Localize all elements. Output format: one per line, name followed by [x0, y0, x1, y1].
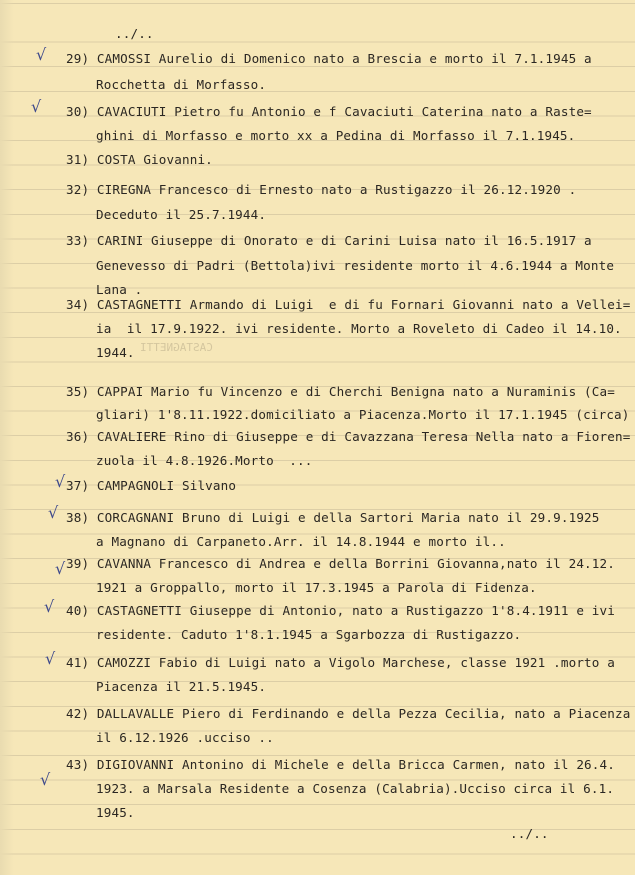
entry-line-first: 38) CORCAGNANI Bruno di Luigi e della Sartori Maria nato il 29.9.1925 — [66, 510, 600, 525]
entry-line-continuation: ia il 17.9.1922. ivi residente. Morto a Roveleto di Cadeo il 14.10. — [96, 321, 622, 336]
entry-line-continuation: Piacenza il 21.5.1945. — [96, 679, 267, 694]
continuation-mark-bottom: ../.. — [510, 826, 549, 841]
checkmark-icon: √ — [55, 559, 66, 578]
entry-line-continuation: gliari) 1'8.11.1922.domiciliato a Piacenza.Morto il 17.1.1945 (circa) — [96, 407, 630, 422]
entry-line-continuation: 1921 a Groppallo, morto il 17.3.1945 a Parola di Fidenza. — [96, 580, 537, 595]
checkmark-icon: √ — [55, 472, 66, 491]
entry-line-continuation: Rocchetta di Morfasso. — [96, 77, 267, 92]
checkmark-icon: √ — [31, 97, 42, 116]
checkmark-icon: √ — [48, 503, 59, 522]
entry-line-first: 35) CAPPAI Mario fu Vincenzo e di Cherchi Benigna nato a Nuraminis (Ca= — [66, 384, 615, 399]
entry-line-continuation: ghini di Morfasso e morto xx a Pedina di Morfasso il 7.1.1945. — [96, 128, 576, 143]
entry-line-continuation: 1944. — [96, 345, 135, 360]
entry-line-continuation: il 6.12.1926 .ucciso .. — [96, 730, 274, 745]
bleed-through-text: CASTAGNETTI — [140, 341, 213, 354]
entry-line-continuation: zuola il 4.8.1926.Morto ... — [96, 453, 313, 468]
entry-line-first: 43) DIGIOVANNI Antonino di Michele e della Bricca Carmen, nato il 26.4. — [66, 757, 615, 772]
entry-line-first: 29) CAMOSSI Aurelio di Domenico nato a Brescia e morto il 7.1.1945 a — [66, 51, 592, 66]
entry-line-first: 39) CAVANNA Francesco di Andrea e della Borrini Giovanna,nato il 24.12. — [66, 556, 615, 571]
checkmark-icon: √ — [45, 649, 56, 668]
entry-line-continuation: Genevesso di Padri (Bettola)ivi residente morto il 4.6.1944 a Monte — [96, 258, 615, 273]
entry-line-continuation: Lana . — [96, 282, 143, 297]
entry-line-first: 41) CAMOZZI Fabio di Luigi nato a Vigolo Marchese, classe 1921 .morto a — [66, 655, 615, 670]
entry-line-first: 40) CASTAGNETTI Giuseppe di Antonio, nato a Rustigazzo 1'8.4.1911 e ivi — [66, 603, 615, 618]
entry-line-continuation: Deceduto il 25.7.1944. — [96, 207, 267, 222]
entry-line-first: 33) CARINI Giuseppe di Onorato e di Carini Luisa nato il 16.5.1917 a — [66, 233, 592, 248]
entry-line-first: 42) DALLAVALLE Piero di Ferdinando e della Pezza Cecilia, nato a Piacenza — [66, 706, 631, 721]
checkmark-icon: √ — [44, 597, 55, 616]
entry-line-first: 36) CAVALIERE Rino di Giuseppe e di Cavazzana Teresa Nella nato a Fioren= — [66, 429, 631, 444]
entry-line-first: 31) COSTA Giovanni. — [66, 152, 213, 167]
entry-line-continuation: 1923. a Marsala Residente a Cosenza (Calabria).Ucciso circa il 6.1. — [96, 781, 615, 796]
entry-line-continuation: residente. Caduto 1'8.1.1945 a Sgarbozza di Rustigazzo. — [96, 627, 522, 642]
checkmark-icon: √ — [36, 45, 47, 64]
page-edge-shadow — [0, 0, 14, 875]
entry-line-first: 30) CAVACIUTI Pietro fu Antonio e f Cavaciuti Caterina nato a Raste= — [66, 104, 592, 119]
entry-line-continuation: a Magnano di Carpaneto.Arr. il 14.8.1944 e morto il.. — [96, 534, 506, 549]
entry-line-first: 32) CIREGNA Francesco di Ernesto nato a Rustigazzo il 26.12.1920 . — [66, 182, 577, 197]
entry-line-first: 37) CAMPAGNOLI Silvano — [66, 478, 237, 493]
continuation-mark-top: ../.. — [115, 26, 154, 41]
checkmark-icon: √ — [40, 770, 51, 789]
entry-line-continuation: 1945. — [96, 805, 135, 820]
entry-line-first: 34) CASTAGNETTI Armando di Luigi e di fu Fornari Giovanni nato a Vellei= — [66, 297, 631, 312]
